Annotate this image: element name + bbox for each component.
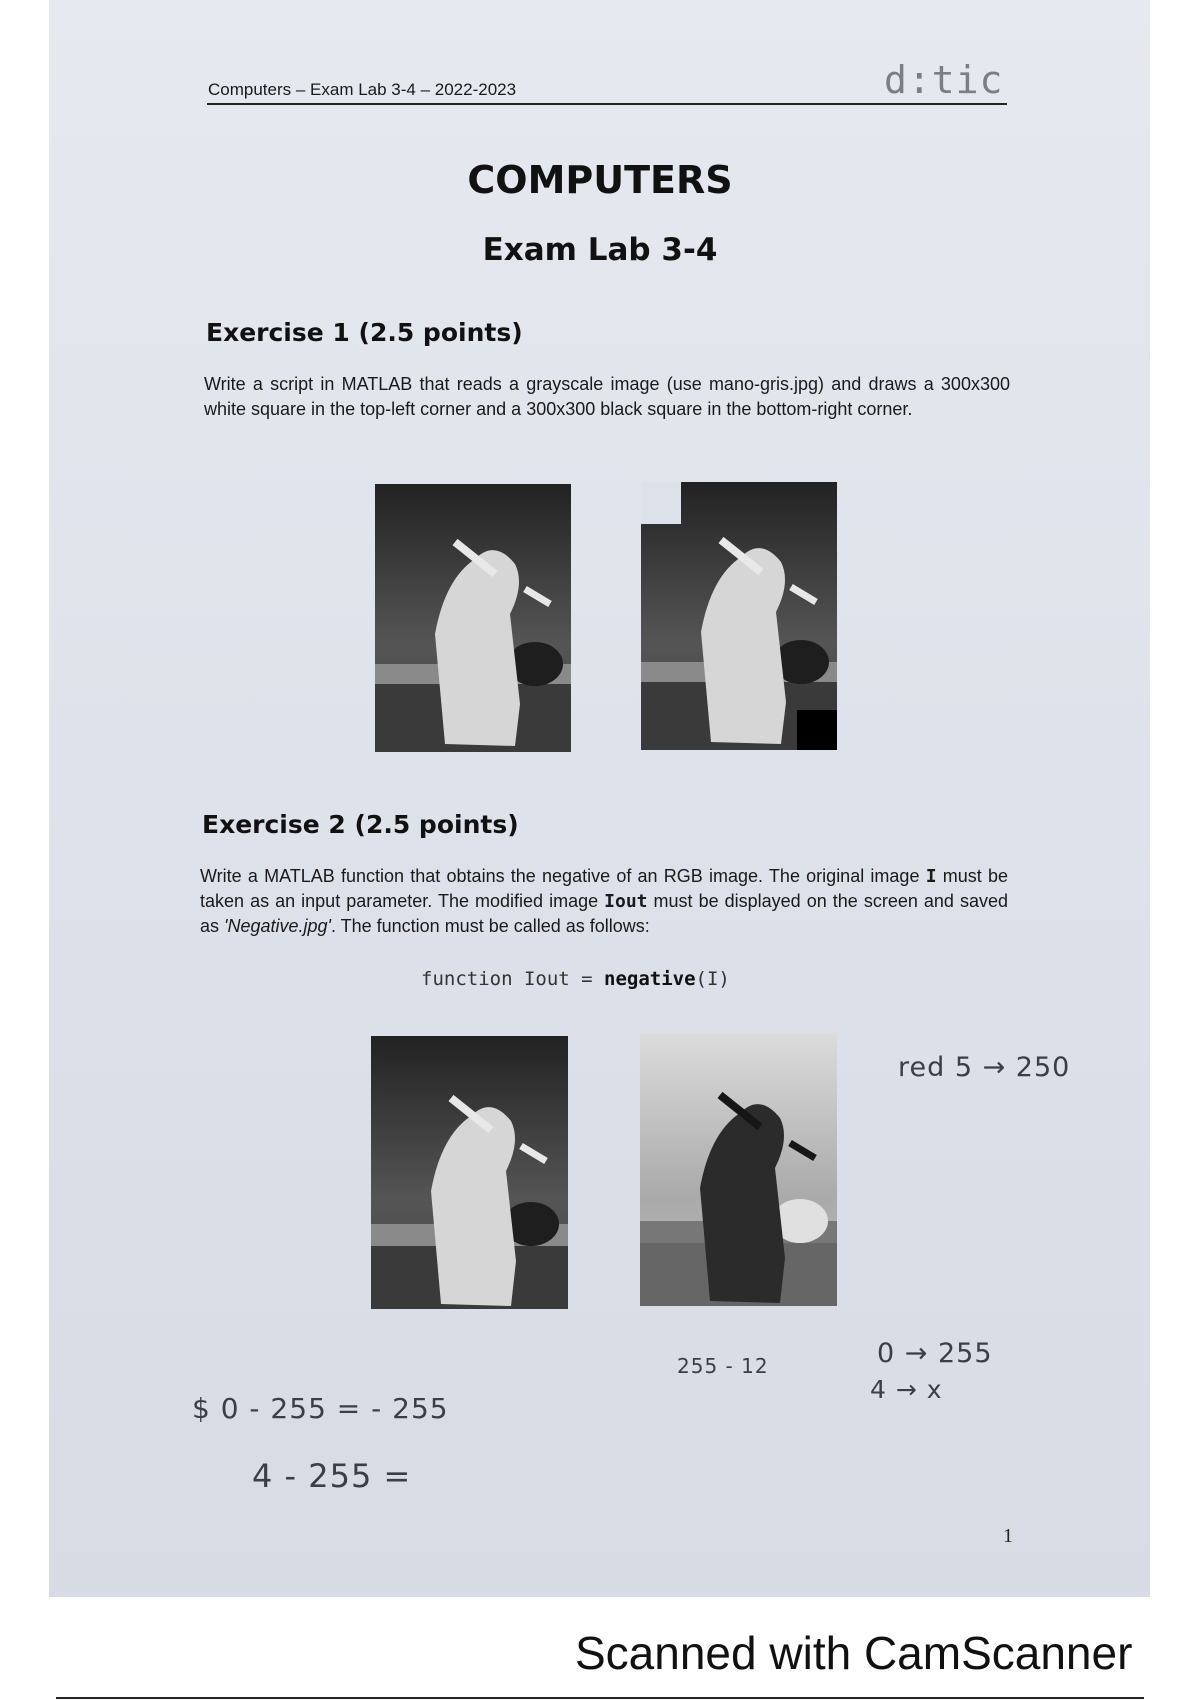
code-prefix: function Iout =: [421, 968, 605, 990]
code-function-name: negative: [604, 968, 696, 990]
handwritten-note-map-1: 0 → 255: [877, 1338, 993, 1369]
exercise-1-title: Exercise 1 (2.5 points): [206, 318, 523, 347]
exercise-1-text: Write a script in MATLAB that reads a grayscale image (use mano-gris.jpg) and draws a 300x300 white square in the top-left corner and a 300x300 black square in the bottom-right corner.: [204, 374, 1010, 419]
header-divider: [207, 103, 1007, 105]
code-suffix: (I): [695, 968, 730, 990]
exercise-2-title: Exercise 2 (2.5 points): [202, 810, 519, 839]
handwritten-equation-2: 4 - 255 =: [252, 1457, 412, 1495]
exercise-2-text: [200, 864, 1008, 939]
page-header-text: Computers – Exam Lab 3-4 – 2022-2023: [208, 80, 517, 99]
handwritten-equation-1: $ 0 - 255 = - 255: [192, 1392, 449, 1425]
original-rgb-image: [371, 1036, 568, 1309]
exercise-2-text-part: must be displayed on the screen and saved as: [200, 891, 1008, 936]
handwritten-note-red: red 5 → 250: [898, 1052, 1071, 1083]
variable-i: I: [925, 866, 937, 887]
page-subtitle: Exam Lab 3-4: [482, 232, 718, 268]
function-signature: [421, 968, 730, 990]
handwritten-note-255-12: 255 - 12: [677, 1354, 769, 1378]
camscanner-footer: Scanned with CamScanner: [575, 1627, 1133, 1679]
page-title: COMPUTERS: [467, 158, 733, 202]
exercise-2-text-part: Write a MATLAB function that obtains the negative of an RGB image. The original image: [200, 866, 926, 886]
dtic-logo: d:tic: [884, 58, 1004, 102]
footer-divider: [56, 1697, 1144, 1699]
variable-iout: Iout: [604, 891, 648, 912]
page-number: 1: [1003, 1525, 1013, 1547]
original-grayscale-image: [375, 484, 571, 752]
exercise-2-text-part: . The function must be called as follows:: [330, 916, 650, 936]
output-filename: 'Negative.jpg': [224, 916, 331, 936]
modified-squares-image: [641, 482, 837, 750]
negative-image: [640, 1033, 837, 1306]
handwritten-note-map-2: 4 → x: [870, 1375, 943, 1404]
exercise-2-text-part: must be taken as an input parameter. The modified image: [200, 866, 1008, 911]
